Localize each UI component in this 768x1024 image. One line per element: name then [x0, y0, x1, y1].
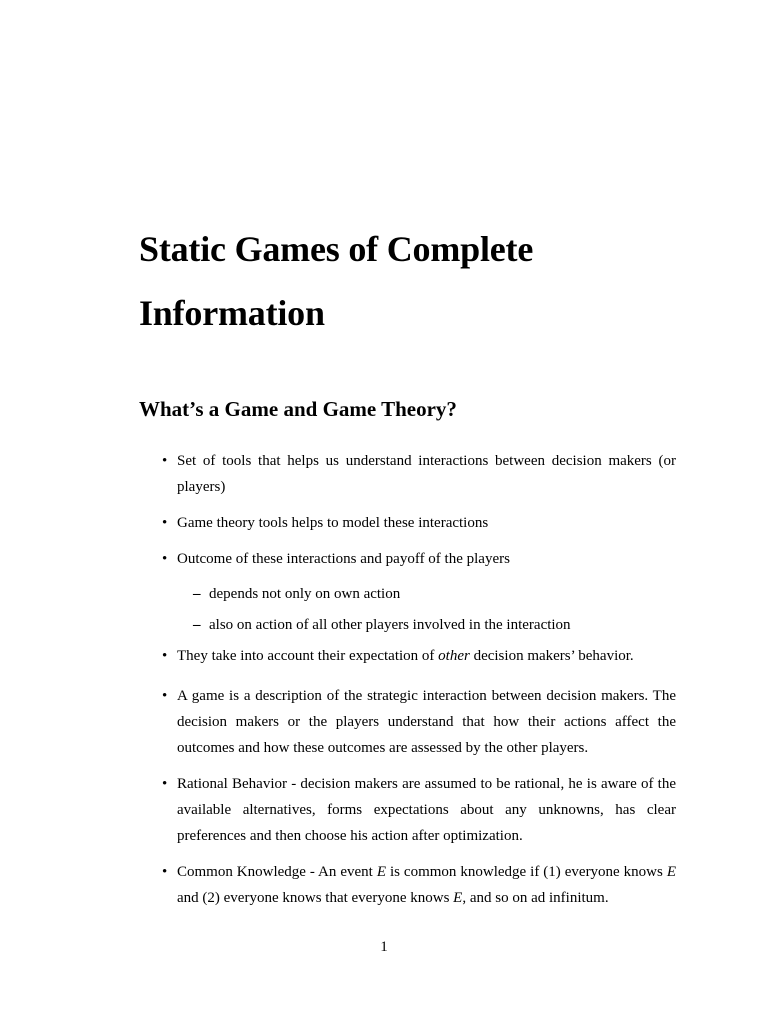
- bullet-text: They take into account their expectation of: [177, 648, 439, 664]
- list-item: [162, 683, 676, 761]
- bullet-text: , and so on ad infinitum.: [462, 890, 609, 906]
- bullet-text: Game theory tools helps to model these interactions: [177, 515, 489, 531]
- bullet-text: Outcome of these interactions and payoff of the players: [177, 551, 510, 567]
- bullet-text: Rational Behavior - decision makers are assumed to be rational, he is aware of the available alternatives, forms expectations about any unknowns, has clear preferences and then choose his action after optimization.: [177, 776, 676, 844]
- bullet-text: is common knowledge if (1) everyone knows: [385, 864, 667, 880]
- sub-list: [177, 581, 676, 638]
- bullet-text: and (2) everyone knows that everyone knows: [177, 890, 454, 906]
- list-item: [162, 643, 676, 669]
- list-item: [162, 771, 676, 849]
- list-item: [162, 546, 676, 638]
- sub-item-text: also on action of all other players involved in the interaction: [209, 617, 571, 633]
- list-item: [162, 859, 676, 911]
- bullet-text: decision makers’ behavior.: [469, 648, 634, 664]
- page-number: 1: [380, 939, 388, 955]
- sub-list-item: [177, 612, 676, 638]
- list-item: [162, 448, 676, 500]
- chapter-title: Static Games of Complete Information: [139, 229, 534, 333]
- section-heading: What’s a Game and Game Theory?: [139, 397, 457, 421]
- math-variable: E: [376, 864, 386, 880]
- emphasized-word: other: [438, 648, 470, 664]
- dash-marker: –: [193, 586, 201, 602]
- bullet-list: [162, 448, 676, 911]
- list-item: [162, 510, 676, 536]
- sub-item-text: depends not only on own action: [209, 586, 401, 602]
- dash-marker: –: [193, 617, 201, 633]
- bullet-text: A game is a description of the strategic interaction between decision makers. The decision makers or the players understand that how their actions affect the outcomes and how these outcomes are assessed by the other players.: [177, 688, 676, 756]
- math-variable: E: [666, 864, 676, 880]
- math-variable: E: [453, 890, 463, 906]
- bullet-text: Set of tools that helps us understand interactions between decision makers (or players): [177, 453, 676, 495]
- bullet-text: Common Knowledge - An event: [177, 864, 377, 880]
- sub-list-item: [177, 581, 676, 607]
